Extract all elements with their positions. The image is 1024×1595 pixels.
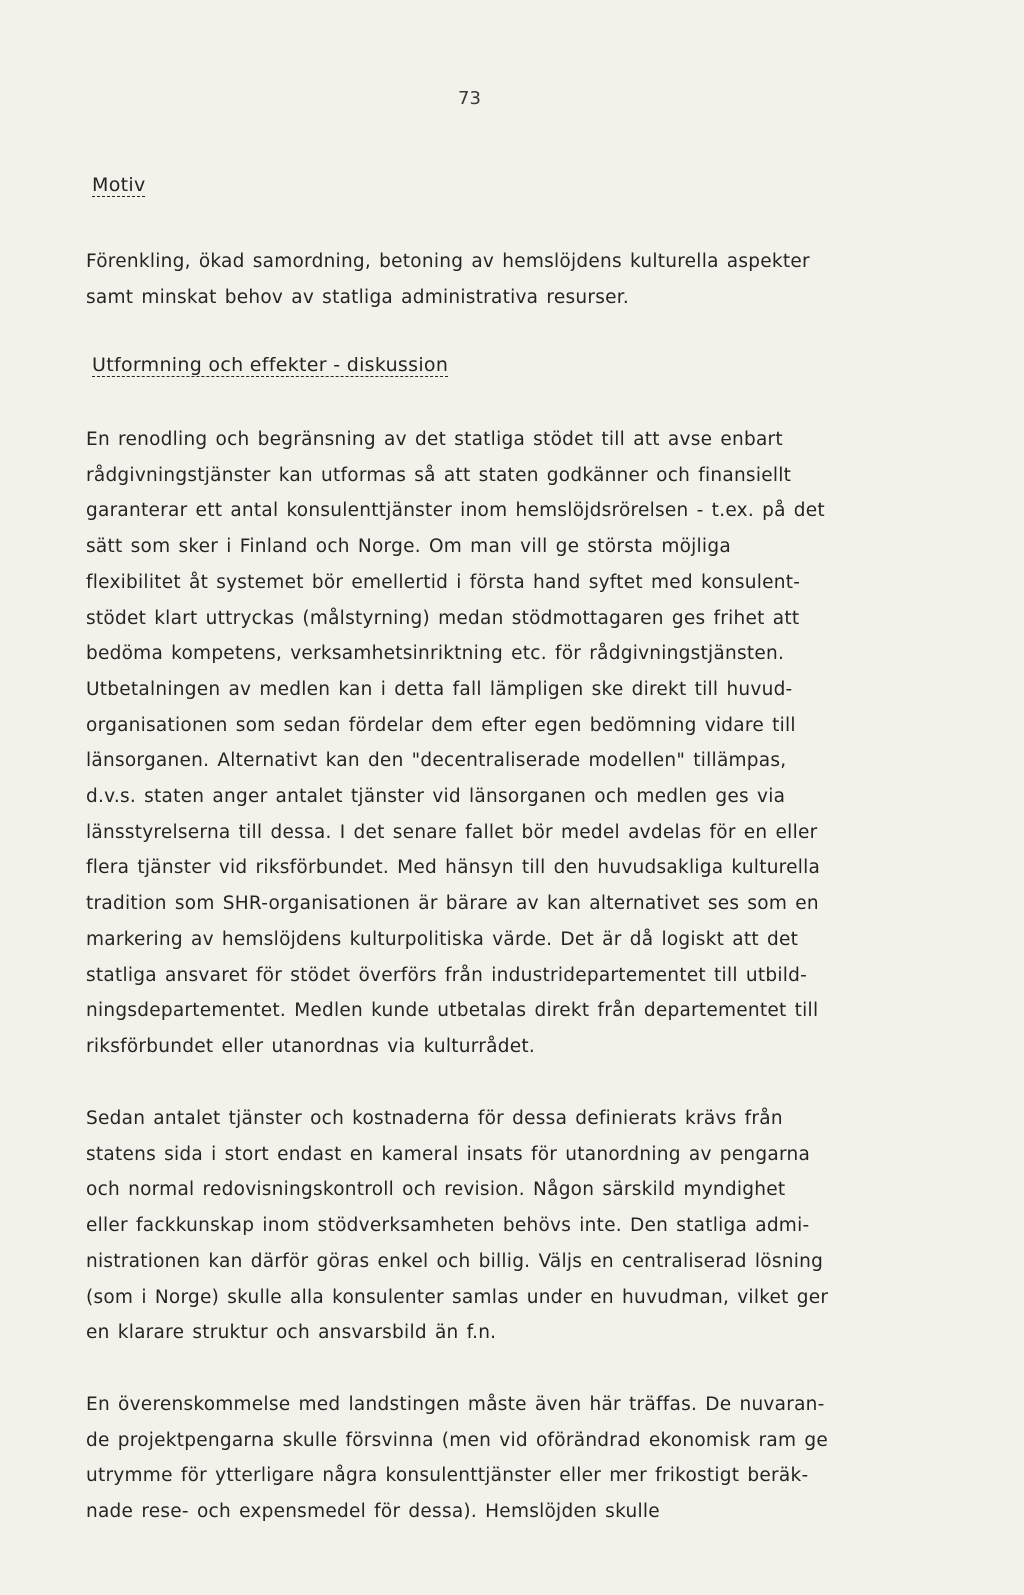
text-line: En renodling och begränsning av det statliga stödet till att avse enbart: [86, 429, 783, 450]
paragraph-landstingen: [86, 1387, 881, 1530]
text-line: nade rese- och expensmedel för dessa). Hemslöjden skulle: [86, 1501, 660, 1523]
text-line: länsorganen. Alternativt kan den "decentraliserade modellen" tillämpas,: [86, 750, 787, 772]
text-line: (som i Norge) skulle alla konsulenter samlas under en huvudman, vilket ger: [86, 1286, 829, 1308]
text-line: en klarare struktur och ansvarsbild än f.n.: [86, 1322, 497, 1344]
paragraph-administration: [86, 1101, 881, 1351]
text-line: rådgivningstjänster kan utformas så att staten godkänner och finansiellt: [86, 464, 792, 486]
text-line: nistrationen kan därför göras enkel och billig. Väljs en centraliserad lösning: [86, 1250, 824, 1272]
text-line: stödet klart uttryckas (målstyrning) medan stödmottagaren ges frihet att: [86, 607, 800, 629]
text-line: sätt som sker i Finland och Norge. Om man vill ge största möjliga: [86, 536, 731, 558]
paragraph-utformning: [86, 422, 881, 1065]
text-line: eller fackkunskap inom stödverksamheten behövs inte. Den statliga admi-: [86, 1215, 810, 1237]
text-line: markering av hemslöjdens kulturpolitiska värde. Det är då logiskt att det: [86, 928, 799, 950]
text-line: utrymme för ytterligare några konsulenttjänster eller mer frikostigt beräk-: [86, 1465, 809, 1487]
paragraph-motiv: [86, 244, 881, 315]
text-line: flexibilitet åt systemet bör emellertid i första hand syftet med konsulent-: [86, 571, 801, 593]
text-line: En överenskommelse med landstingen måste även här träffas. De nuvaran-: [86, 1394, 825, 1415]
text-line: organisationen som sedan fördelar dem efter egen bedömning vidare till: [86, 714, 796, 736]
text-line: länsstyrelserna till dessa. I det senare fallet bör medel avdelas för en eller: [86, 821, 818, 843]
text-line: tradition som SHR-organisationen är bärare av kan alternativet ses som en: [86, 893, 819, 915]
text-line: de projektpengarna skulle försvinna (men vid oförändrad ekonomisk ram ge: [86, 1429, 829, 1451]
text-line: d.v.s. staten anger antalet tjänster vid länsorganen och medlen ges via: [86, 786, 786, 808]
page-number: 73: [458, 88, 481, 109]
text-line: Utbetalningen av medlen kan i detta fall lämpligen ske direkt till huvud-: [86, 678, 793, 700]
text-line: ningsdepartementet. Medlen kunde utbetalas direkt från departementet till: [86, 1000, 819, 1022]
text-line: statliga ansvaret för stödet överförs från industridepartementet till utbild-: [86, 964, 808, 986]
text-line: samt minskat behov av statliga administrativa resurser.: [86, 286, 630, 308]
text-line: Sedan antalet tjänster och kostnaderna för dessa definierats krävs från: [86, 1108, 783, 1129]
text-line: flera tjänster vid riksförbundet. Med hänsyn till den huvudsakliga kulturella: [86, 857, 821, 879]
text-line: Förenkling, ökad samordning, betoning av hemslöjdens kulturella aspekter: [86, 251, 810, 272]
text-line: statens sida i stort endast en kameral insats för utanordning av pengarna: [86, 1143, 811, 1165]
text-line: bedöma kompetens, verksamhetsinriktning etc. för rådgivningstjänsten.: [86, 643, 785, 665]
text-line: riksförbundet eller utanordnas via kulturrådet.: [86, 1035, 536, 1057]
text-line: och normal redovisningskontroll och revision. Någon särskild myndighet: [86, 1179, 786, 1201]
heading-utformning: Utformning och effekter - diskussion: [92, 354, 449, 376]
text-line: garanterar ett antal konsulenttjänster inom hemslöjdsrörelsen - t.ex. på det: [86, 500, 825, 522]
heading-motiv: Motiv: [92, 174, 146, 196]
